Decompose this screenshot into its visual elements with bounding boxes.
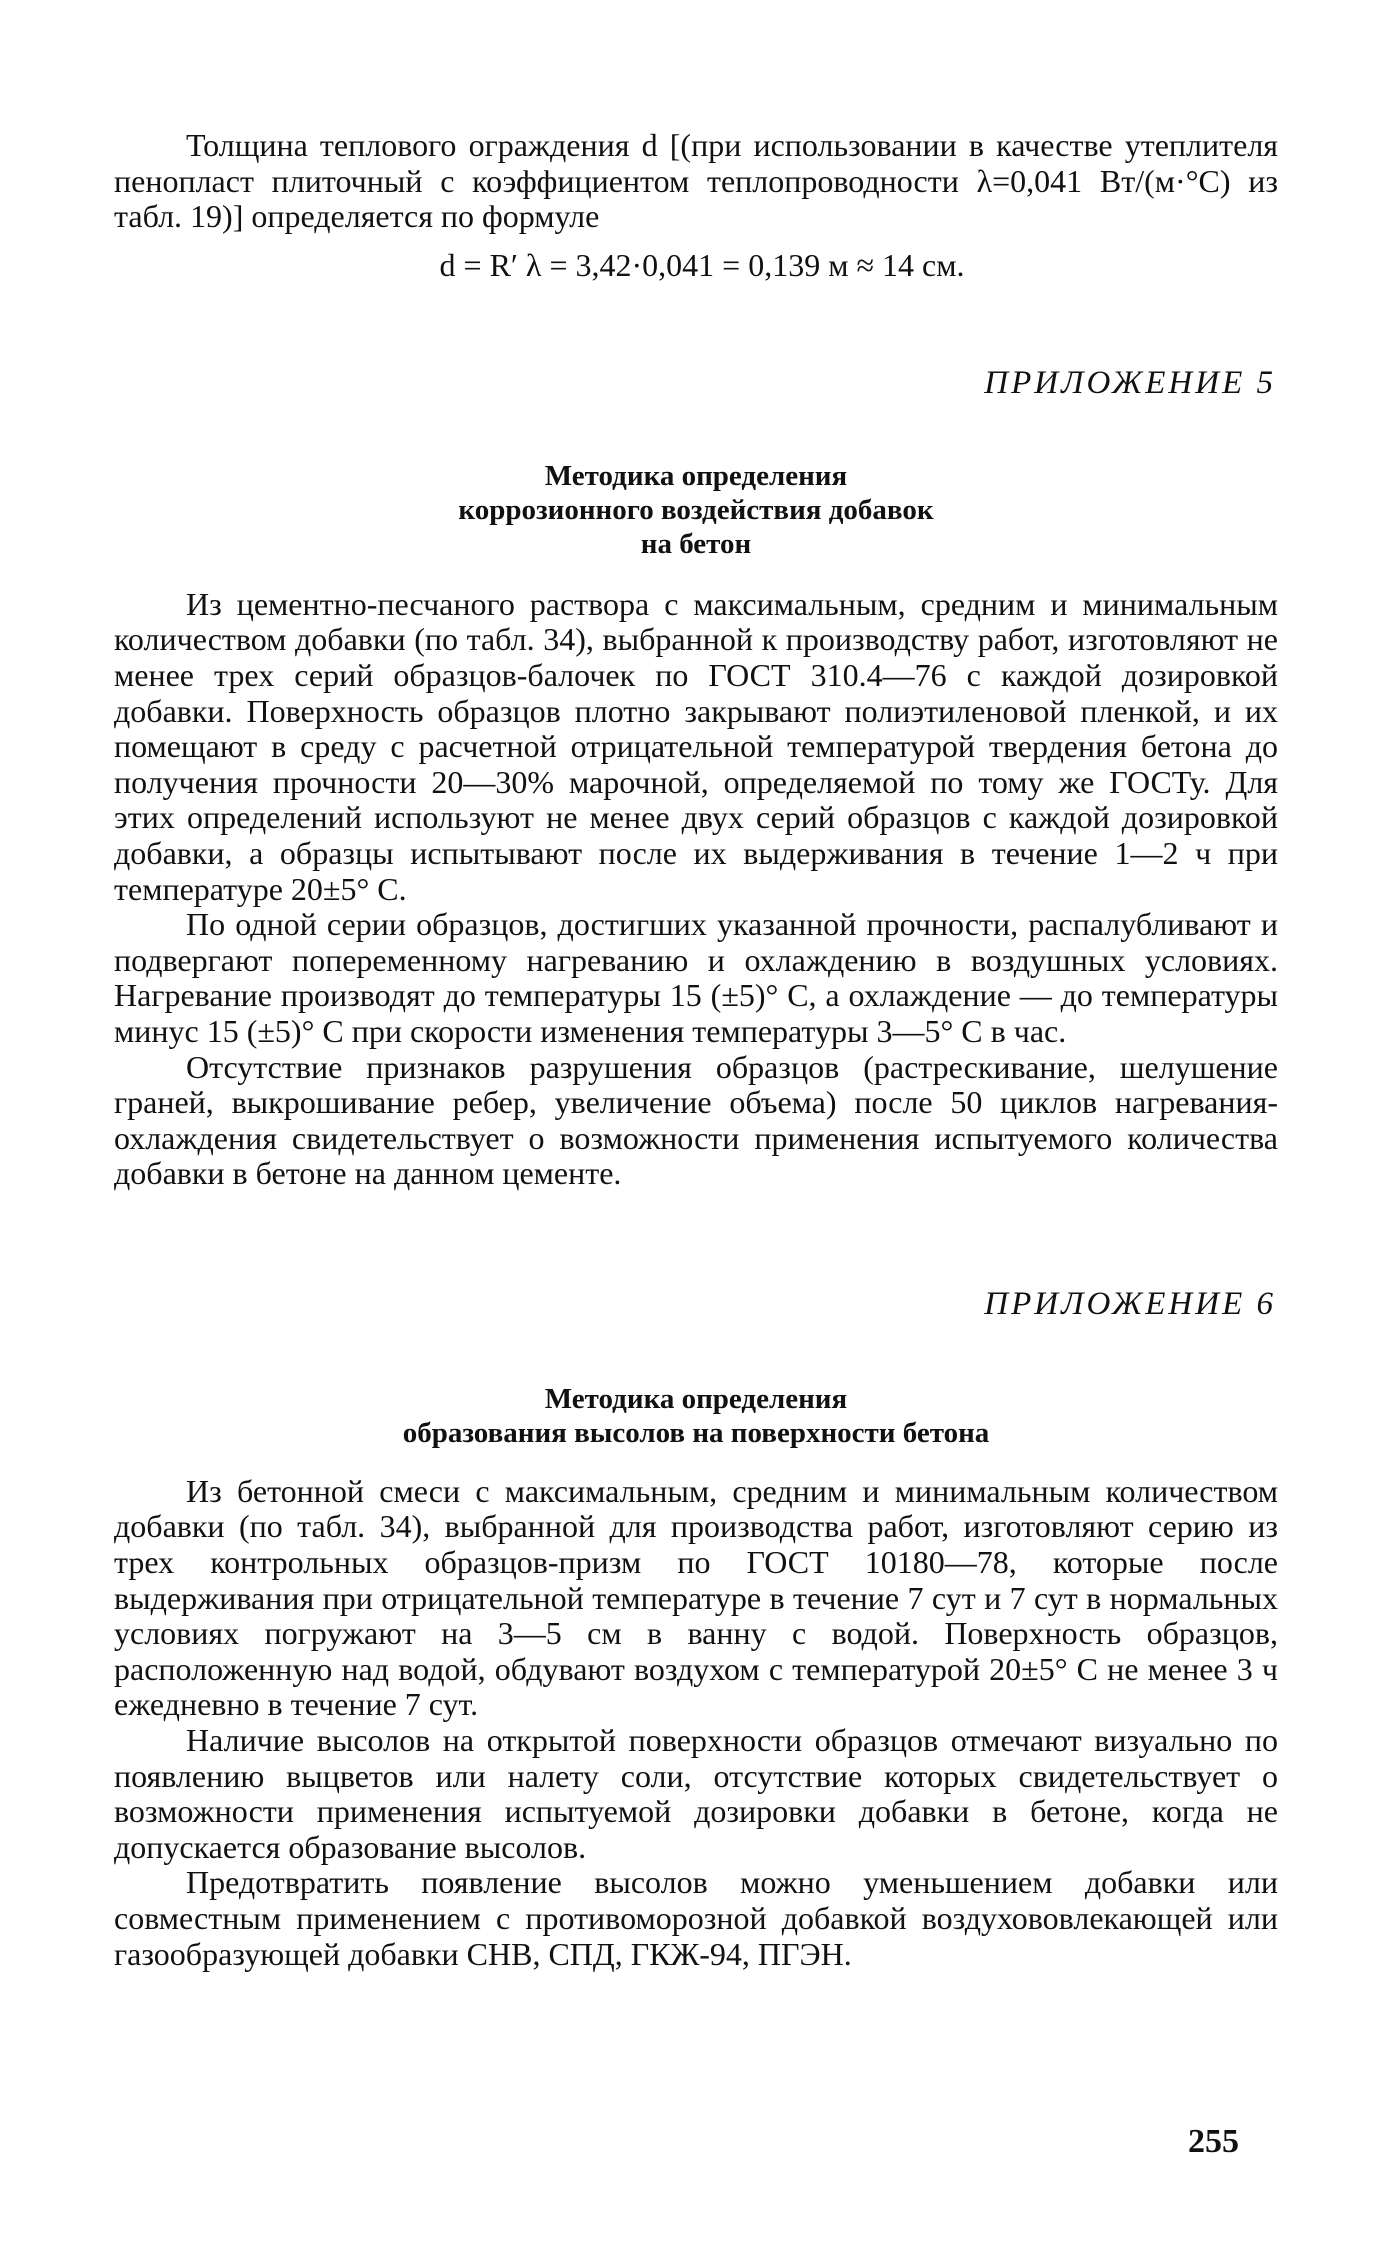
appendix-5-paragraph: Отсутствие признаков разрушения образцов (растрескивание, шелушение граней, выкрошивание ребер, увеличение объема) после 50 циклов нагревания-охлаждения свидетельствует о возможности применения испытуемого количества добавки в бетоне на данном цементе. — [114, 1048, 1278, 1192]
thickness-formula: d = R′ λ = 3,42·0,041 = 0,139 м ≈ 14 см. — [439, 246, 965, 283]
appendix-6-title-line: Методика определения — [544, 1382, 848, 1415]
appendix-6-paragraph: Наличие высолов на открытой поверхности образцов отмечают визуально по появлению выцветов или налету соли, отсутствие которых свидетельствует о возможности применения испытуемой дозировки добавки в бетоне, когда не допускается образование высолов. — [114, 1722, 1278, 1865]
appendix-6-paragraph: Из бетонной смеси с максимальным, средним и минимальным количеством добавки (по табл. 34), выбранной для производства работ, изготовляют серию из трех контрольных образцов-призм по ГОСТ 10180—78, которые после выдерживания при отрицательной температуре в течение 7 сут и 7 сут в нормальных условиях погружают на 3—5 см в ванну с водой. Поверхность образцов, расположенную над водой, обдувают воздухом с температурой 20±5° С не менее 3 ч ежедневно в течение 7 сут. — [114, 1472, 1278, 1723]
appendix-5-title-line: Методика определения — [544, 459, 848, 492]
appendix-6-label: ПРИЛОЖЕНИЕ 6 — [984, 1285, 1276, 1322]
appendix-5-paragraph: Из цементно-песчаного раствора с максимальным, средним и минимальным количеством добавки (по табл. 34), выбранной к производству работ, изготовляют не менее трех серий образцов-балочек по ГОСТ 310.4—76 с каждой дозировкой добавки. Поверхность образцов плотно закрывают полиэтиленовой пленкой, и их помещают в среду с расчетной отрицательной температурой твердения бетона до получения прочности 20—30% марочной, определяемой по тому же ГОСТу. Для этих определений используют не менее двух серий образцов с каждой дозировкой добавки, а образцы испытывают после их выдерживания в течение 1—2 ч при температуре 20±5° С. — [114, 585, 1278, 907]
appendix-6-paragraph: Предотвратить появление высолов можно уменьшением добавки или совместным применением с противоморозной добавкой воздухововлекающей или газообразующей добавки СНВ, СПД, ГКЖ-94, ПГЭН. — [114, 1864, 1278, 1972]
intro-paragraph: Толщина теплового ограждения d [(при использовании в качестве утеплителя пенопласт плиточный с коэффициентом теплопроводности λ=0,041 Вт/(м·°С) из табл. 19)] определяется по формуле — [114, 127, 1278, 235]
appendix-5-title-line: коррозионного воздействия добавок — [458, 493, 934, 526]
appendix-5-paragraph: По одной серии образцов, достигших указанной прочности, распалубливают и подвергают попеременному нагреванию и охлаждению в воздушных условиях. Нагревание производят до температуры 15 (±5)° С, а охлаждение — до температуры минус 15 (±5)° С при скорости изменения температуры 3—5° С в час. — [114, 906, 1278, 1049]
appendix-5-title-line: на бетон — [640, 527, 752, 560]
appendix-5-title — [114, 459, 1278, 561]
appendix-6-title — [114, 1382, 1278, 1450]
appendix-6-title-line: образования высолов на поверхности бетона — [402, 1416, 990, 1449]
page-body — [114, 128, 1278, 1972]
page-number: 255 — [1188, 2123, 1239, 2160]
appendix-5-label: ПРИЛОЖЕНИЕ 5 — [984, 364, 1276, 401]
